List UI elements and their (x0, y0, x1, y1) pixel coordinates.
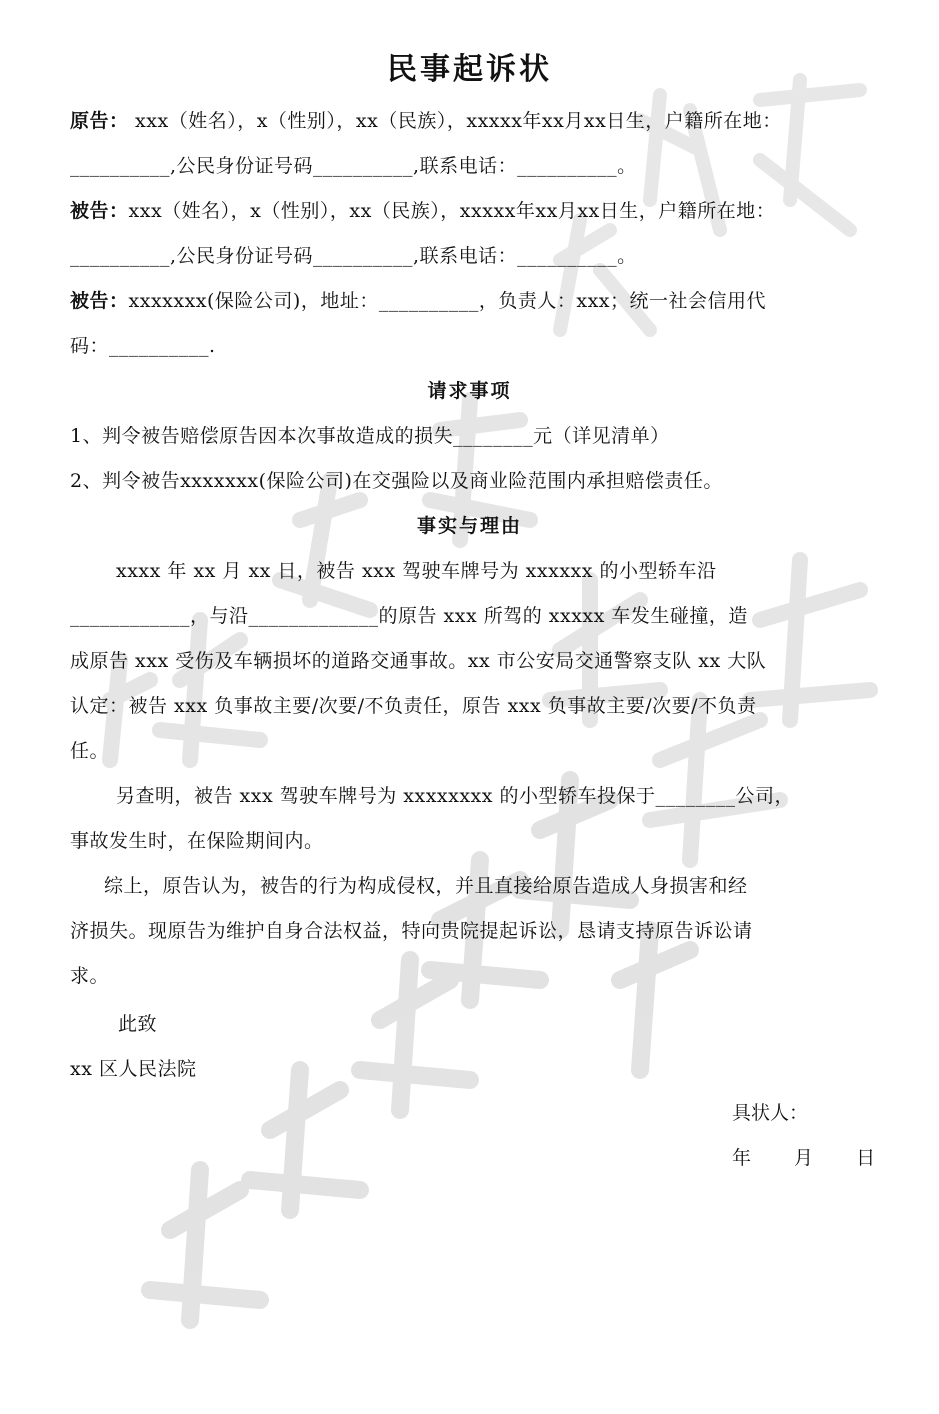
facts-p1-line: xxxx 年 xx 月 xx 日，被告 xxx 驾驶车牌号为 xxxxxx 的小型轿车沿 (116, 560, 717, 582)
defendant1-info: xxx（姓名），x（性别），xx（民族），xxxxx年xx月xx日生，户籍所在地： (128, 200, 776, 222)
claims-heading: 请求事项 (427, 380, 512, 402)
defendant2-label: 被告： (70, 290, 129, 312)
court-name: xx 区人民法院 (70, 1058, 197, 1080)
defendant2-info: xxxxxxx(保险公司)，地址：__________，负责人：xxx；统一社会信用代 (128, 290, 766, 312)
facts-p3-line: 济损失。现原告为维护自身合法权益，特向贵院提起诉讼，恳请支持原告诉讼请 (70, 920, 753, 942)
defendant1-label: 被告： (70, 200, 129, 222)
facts-p3-line: 求。 (70, 965, 110, 987)
plaintiff-label: 原告： (70, 110, 129, 132)
claim-item: 1、判令被告赔偿原告因本次事故造成的损失________元（详见清单） (70, 425, 670, 447)
facts-p1-line: 任。 (70, 740, 110, 762)
defendant1-line-2: __________,公民身份证号码__________,联系电话：__________。 (70, 245, 637, 267)
facts-p3-line: 综上，原告认为，被告的行为构成侵权，并且直接给原告造成人身损害和经 (104, 875, 748, 897)
plaintiff-info: xxx（姓名），x（性别），xx（民族），xxxxx年xx月xx日生，户籍所在地： (128, 110, 782, 132)
facts-p1-line: 成原告 xxx 受伤及车辆损坏的道路交通事故。xx 市公安局交通警察支队 xx 大队 (70, 650, 767, 672)
claim-item: 2、判令被告xxxxxxx(保险公司)在交强险以及商业险范围内承担赔偿责任。 (70, 470, 723, 492)
salutation: 此致 (118, 1013, 158, 1035)
facts-p2-line: 事故发生时，在保险期间内。 (70, 830, 324, 852)
page-title: 民事起诉状 (387, 52, 552, 87)
defendant2-line-2: 码：__________. (70, 335, 216, 357)
signer-label: 具状人： (732, 1102, 809, 1124)
sign-date: 年 月 日 (732, 1147, 882, 1169)
facts-p1-line: 认定：被告 xxx 负事故主要/次要/不负责任，原告 xxx 负事故主要/次要/不负责 (70, 695, 757, 717)
facts-p1-line: ____________，与沿_____________的原告 xxx 所驾的 xxxxx 车发生碰撞，造 (70, 605, 748, 627)
defendant1-line-1 (70, 196, 870, 223)
facts-heading: 事实与理由 (416, 515, 522, 537)
plaintiff-line-1 (70, 106, 870, 133)
facts-p2-line: 另查明，被告 xxx 驾驶车牌号为 xxxxxxxx 的小型轿车投保于________公司， (116, 785, 795, 807)
defendant2-line-1 (70, 286, 870, 313)
plaintiff-line-2: __________,公民身份证号码__________,联系电话：__________。 (70, 155, 637, 177)
